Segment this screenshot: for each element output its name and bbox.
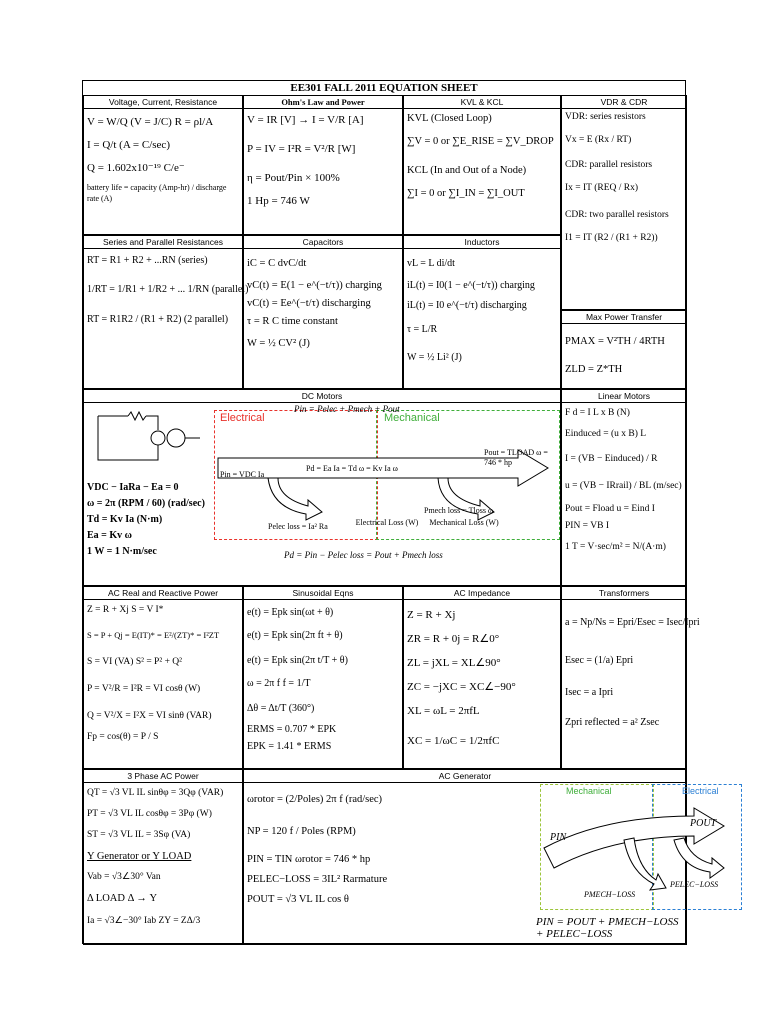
- equation-line: P = IV = I²R = V²/R [W]: [247, 143, 356, 155]
- equation-line: XL = ωL = 2πfL: [407, 705, 480, 717]
- pin-balance: Pin = Pelec + Pmech + Pout: [294, 404, 400, 414]
- equation-line: CDR: parallel resistors: [565, 160, 653, 170]
- sinusoidal-section: [243, 586, 403, 769]
- equation-line: W = ½ Li² (J): [407, 352, 462, 363]
- vdr-cdr-section: [561, 95, 687, 310]
- gen-power-balance: PIN = POUT + PMECH−LOSS + PELEC−LOSS: [536, 916, 679, 940]
- electrical-loss-power: Pelec loss = Ia² Ra: [268, 522, 328, 531]
- equation-line: V = IR [V] → I = V/R [A]: [247, 114, 364, 126]
- section-header: DC Motors: [84, 390, 560, 403]
- equation-line: Δ LOAD Δ → Y: [87, 893, 158, 904]
- equation-line: KCL (In and Out of a Node): [407, 165, 527, 176]
- equation-line: Q = V²/X = I²X = VI sinθ (VAR): [87, 711, 212, 721]
- section-header: VDR & CDR: [562, 96, 686, 109]
- electrical-loss-label: Electrical Loss (W): [355, 518, 419, 527]
- equation-line: Fp = cos(θ) = P / S: [87, 732, 159, 742]
- equation-line: CDR: two parallel resistors: [565, 210, 669, 220]
- equation-line: Pout = Fload u = Eind I: [565, 504, 655, 514]
- equation-line: Zpri reflected = a² Zsec: [565, 717, 660, 728]
- ohms-law-section: [243, 95, 403, 235]
- equation-line: Vx = E (Rx / RT): [565, 135, 632, 145]
- gen-electrical-label: Electrical: [682, 786, 719, 796]
- equation-line: ω = 2π f f = 1/T: [247, 678, 311, 689]
- section-header: Capacitors: [244, 236, 402, 249]
- equation-line: ZL = jXL = XL∠90°: [407, 657, 501, 669]
- section-header: 3 Phase AC Power: [84, 770, 242, 783]
- equation-line: vL = L di/dt: [407, 258, 455, 269]
- section-header: Sinusoidal Eqns: [244, 587, 402, 600]
- pin-source: Pin = VDC Ia: [220, 470, 265, 479]
- section-header: Voltage, Current, Resistance: [84, 96, 242, 109]
- equation-line: ST = √3 VL IL = 3Sφ (VA): [87, 830, 191, 840]
- equation-line: I = (VB − Einduced) / R: [565, 454, 658, 464]
- equation-line: e(t) = Epk sin(ωt + θ): [247, 607, 334, 618]
- series-parallel-section: [83, 235, 249, 389]
- equation-line: Ix = IT (REQ / Rx): [565, 183, 638, 193]
- equation-line: PIN = VB I: [565, 521, 609, 531]
- max-power-transfer-section: [561, 310, 687, 389]
- equation-line: ωrotor = (2/Poles) 2π f (rad/sec): [247, 794, 383, 805]
- equation-line: S = VI (VA) S² = P² + Q²: [87, 657, 183, 667]
- section-header: Inductors: [404, 236, 560, 249]
- section-header: AC Impedance: [404, 587, 560, 600]
- equation-line: Z = R + Xj S = V I*: [87, 605, 164, 615]
- gen-pin-label: PIN: [550, 832, 567, 843]
- equation-line: Q = 1.602x10⁻¹⁹ C/e⁻: [87, 162, 185, 174]
- equation-line: ZC = −jXC = XC∠−90°: [407, 681, 516, 693]
- equation-line: ERMS = 0.707 * EPK: [247, 724, 337, 735]
- mechanical-loss-power: Pmech loss = Tloss ω: [424, 506, 494, 515]
- equation-line: RT = R1 + R2 + ...RN (series): [87, 255, 208, 266]
- equation-line: VDR: series resistors: [565, 112, 646, 122]
- equation-line: XC = 1/ωC = 1/2πfC: [407, 735, 500, 747]
- equation-line: RT = R1R2 / (R1 + R2) (2 parallel): [87, 314, 229, 325]
- gen-mechanical-label: Mechanical: [566, 786, 612, 796]
- equation-line: VDC − IaRa − Ea = 0: [87, 482, 179, 493]
- section-header: Series and Parallel Resistances: [84, 236, 242, 249]
- equation-line: e(t) = Epk sin(2π t/T + θ): [247, 655, 348, 666]
- equation-line: τ = R C time constant: [247, 316, 338, 327]
- equation-line: ZR = R + 0j = R∠0°: [407, 633, 500, 645]
- gen-elec-loss-label: PELEC−LOSS: [670, 880, 719, 889]
- equation-line: PELEC−LOSS = 3IL² Rarmature: [247, 874, 388, 885]
- linear-motors-section: [561, 389, 687, 586]
- equation-line: PMAX = V²TH / 4RTH: [565, 336, 665, 347]
- electrical-label: Electrical: [220, 412, 265, 424]
- equation-line: 1 W = 1 N·m/sec: [87, 546, 157, 557]
- equation-line: I1 = IT (R2 / (R1 + R2)): [565, 233, 658, 243]
- equation-line: a = Np/Ns = Epri/Esec = Isec/Ipri: [565, 617, 700, 628]
- equation-line: POUT = √3 VL IL cos θ: [247, 894, 349, 905]
- ac-power-section: [83, 586, 243, 769]
- mechanical-label: Mechanical: [384, 412, 440, 424]
- equation-line: ω = 2π (RPM / 60) (rad/sec): [87, 498, 205, 509]
- equation-line: F d = I L x B (N): [565, 408, 630, 418]
- equation-sheet: [82, 80, 719, 944]
- section-header: AC Real and Reactive Power: [84, 587, 242, 600]
- equation-line: P = V²/R = I²R = VI cosθ (W): [87, 684, 201, 694]
- developed-power-balance: Pd = Pin − Pelec loss = Pout + Pmech loss: [284, 550, 443, 560]
- inductors-section: [403, 235, 561, 389]
- dc-motor-circuit-diagram: [88, 404, 208, 474]
- ac-impedance-section: [403, 586, 561, 769]
- equation-line: Z = R + Xj: [407, 609, 456, 621]
- equation-line: V = W/Q (V = J/C) R = ρl/A: [87, 116, 214, 128]
- gen-power-flow-arrows: [544, 798, 744, 908]
- section-header: Ohm's Law and Power: [244, 96, 402, 109]
- equation-line: η = Pout/Pin × 100%: [247, 172, 340, 184]
- developed-power: Pd = Ea Ia = Td ω = Kv Ia ω: [306, 464, 398, 473]
- equation-line: Δθ = Δt/T (360°): [247, 703, 315, 714]
- section-header: Linear Motors: [562, 390, 686, 403]
- equation-line: ∑V = 0 or ∑E_RISE = ∑V_DROP: [407, 136, 554, 147]
- equation-line: vC(t) = E(1 − e^(−t/τ)) charging: [247, 280, 382, 291]
- output-power: Pout = TLOAD ω = 746 * hp: [484, 448, 548, 467]
- equation-line: 1 T = V·sec/m² = N/(A·m): [565, 542, 666, 552]
- equation-line: e(t) = Epk sin(2π ft + θ): [247, 630, 343, 641]
- dc-motors-section: [83, 389, 561, 586]
- equation-line: Einduced = (u x B) L: [565, 429, 647, 439]
- equation-line: ∑I = 0 or ∑I_IN = ∑I_OUT: [407, 188, 525, 199]
- three-phase-section: [83, 769, 243, 945]
- gen-pout-label: POUT: [690, 818, 717, 829]
- equation-line: Ia = √3∠−30° Iab ZY = ZΔ/3: [87, 916, 201, 926]
- equation-line: 1/RT = 1/R1 + 1/R2 + ... 1/RN (parallel): [87, 283, 249, 295]
- section-header: Transformers: [562, 587, 686, 600]
- gen-mech-loss-label: PMECH−LOSS: [584, 890, 636, 899]
- equation-line: QT = √3 VL IL sinθφ = 3Qφ (VAR): [87, 788, 224, 798]
- voltage-current-resistance-section: [83, 95, 243, 235]
- mechanical-loss-label: Mechanical Loss (W): [429, 518, 499, 527]
- equation-line: τ = L/R: [407, 324, 438, 335]
- section-header: AC Generator: [244, 770, 686, 783]
- equation-line: Vab = √3∠30° Van: [87, 872, 161, 882]
- equation-line: vC(t) = Ee^(−t/τ) discharging: [247, 298, 371, 309]
- equation-line: ZLD = Z*TH: [565, 364, 623, 375]
- equation-line: 1 Hp = 746 W: [247, 195, 310, 207]
- equation-line: Esec = (1/a) Epri: [565, 655, 634, 666]
- equation-line: KVL (Closed Loop): [407, 113, 492, 124]
- equation-line: Td = Kv Ia (N·m): [87, 514, 163, 525]
- ac-generator-section: [243, 769, 719, 945]
- kvl-kcl-section: [403, 95, 561, 235]
- equation-line: PT = √3 VL IL cosθφ = 3Pφ (W): [87, 809, 212, 819]
- transformers-section: [561, 586, 700, 769]
- equation-line: PIN = TIN ωrotor = 746 * hp: [247, 854, 371, 865]
- sheet-title: EE301 FALL 2011 EQUATION SHEET: [83, 81, 685, 96]
- equation-line: iL(t) = I0 e^(−t/τ) discharging: [407, 300, 527, 311]
- equation-line: NP = 120 f / Poles (RPM): [247, 826, 356, 837]
- capacitors-section: [243, 235, 403, 389]
- section-header: Max Power Transfer: [562, 311, 686, 324]
- section-header: KVL & KCL: [404, 96, 560, 109]
- equation-line: Y Generator or Y LOAD: [87, 851, 192, 862]
- equation-line: W = ½ CV² (J): [247, 338, 310, 349]
- equation-line: iC = C dvC/dt: [247, 258, 307, 269]
- equation-line: EPK = 1.41 * ERMS: [247, 741, 332, 752]
- equation-line: Isec = a Ipri: [565, 687, 614, 698]
- equation-line: I = Q/t (A = C/sec): [87, 139, 170, 151]
- equation-line: S = P + Qj = E(IT)* = E²/(ZT)* = I²ZT: [87, 630, 220, 640]
- equation-line: iL(t) = I0(1 − e^(−t/τ)) charging: [407, 280, 535, 291]
- equation-line: battery life = capacity (Amp-hr) / discharge rate (A): [87, 183, 227, 203]
- equation-line: u = (VB − IRrail) / BL (m/sec): [565, 481, 682, 491]
- equation-line: Ea = Kv ω: [87, 530, 132, 541]
